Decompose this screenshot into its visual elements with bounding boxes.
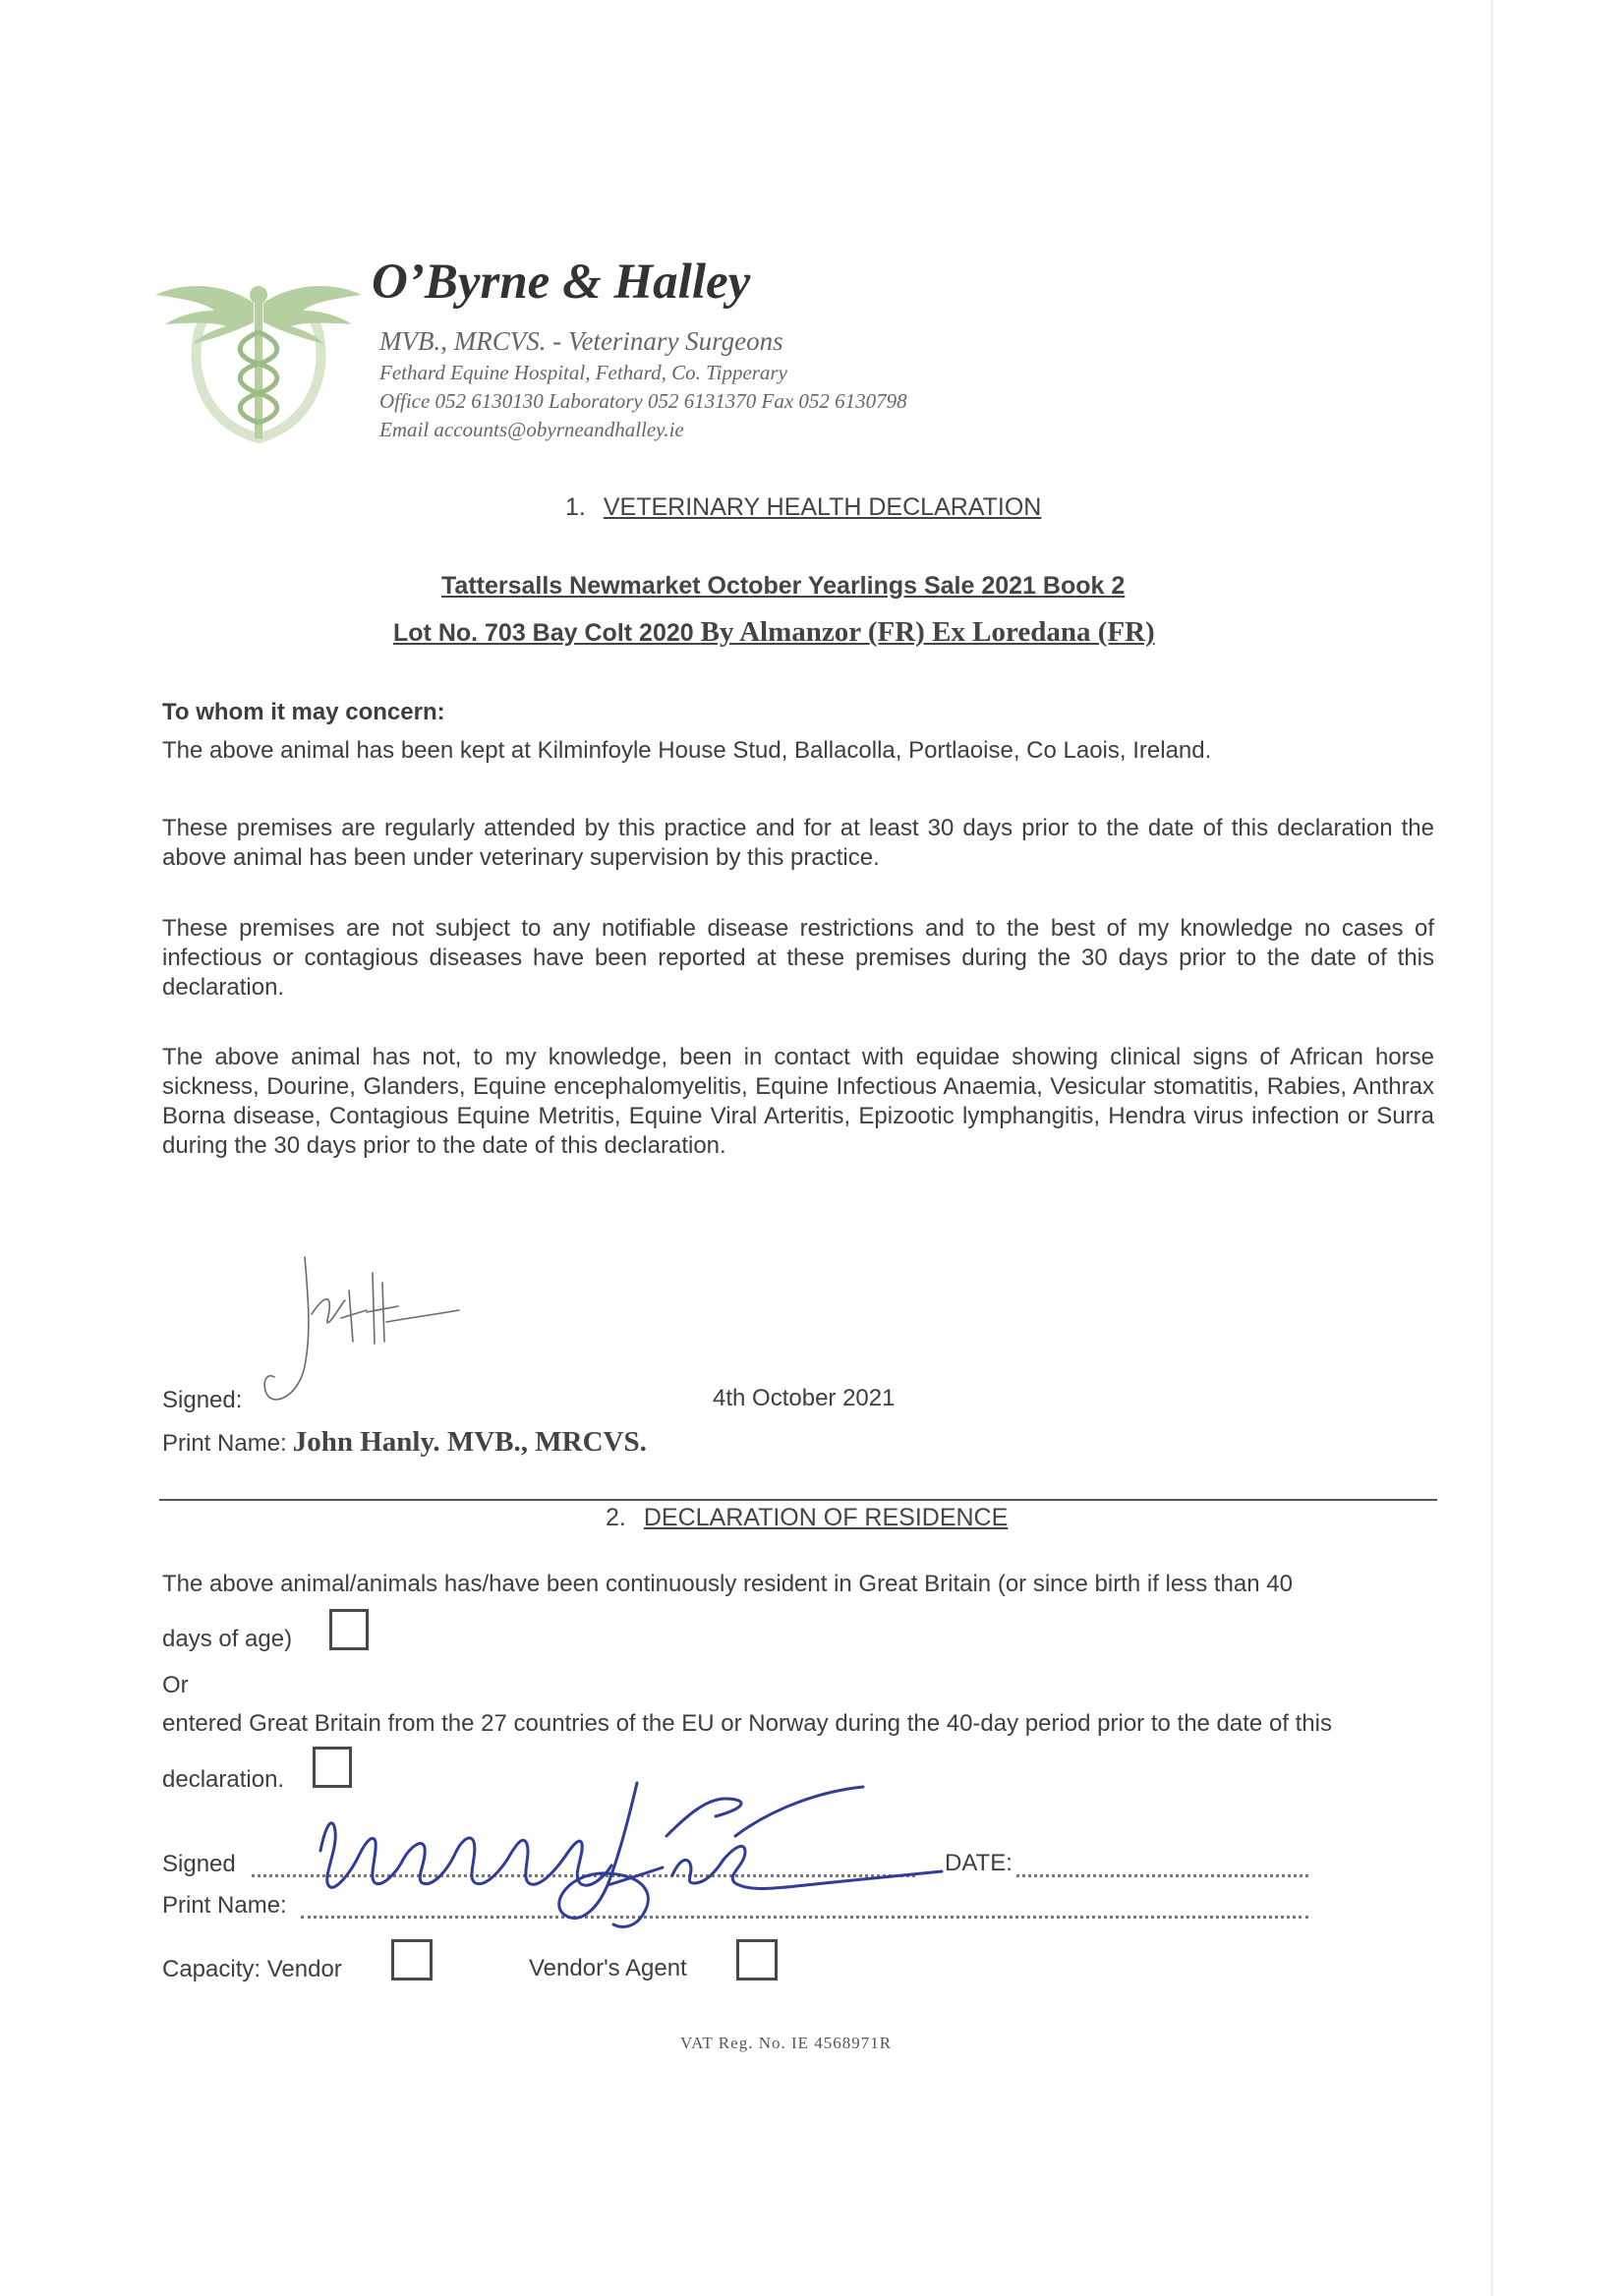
date-label-2: DATE: [945,1850,1013,1876]
capacity-vendor-label: Capacity: Vendor [162,1956,342,1982]
lot-pedigree: By Almanzor (FR) Ex Loredana (FR) [700,616,1155,648]
vat-registration: VAT Reg. No. IE 4568971R [680,2034,893,2052]
lot-line [393,616,1155,649]
firm-phones: Office 052 6130130 Laboratory 052 6131370 Fax 052 6130798 [379,389,907,413]
section-divider [159,1499,1437,1501]
caduceus-horseshoe-logo [155,273,362,445]
sale-line: Tattersalls Newmarket October Yearlings Sale 2021 Book 2 [441,572,1126,600]
paragraph-contact: The above animal has not, to my knowledge, been in contact with equidae showing clinical signs of African horse sickness, Dourine, Glanders, Equine encephalomyelitis, Equine Infectious Anaemia, Vesicular stomatitis, Rabies, Anthrax Borna disease, Contagious Equine Metritis, Equine Viral Arteritis, Epizootic lymphangitis, Hendra virus infection or Surra during the 30 days prior to the date of this declaration. [162,1044,1434,1159]
section1-number: 1. [565,493,586,521]
print-name-value-1: John Hanly. MVB., MRCVS. [292,1426,647,1458]
signed-label-2: Signed [162,1851,236,1877]
print-name-label-1: Print Name: [162,1430,287,1457]
or-label: Or [162,1672,189,1698]
entered-line-2: declaration. [162,1766,285,1793]
vendors-agent-label: Vendor's Agent [529,1955,687,1981]
vendor-signature [313,1777,952,1944]
vet-signature [251,1253,462,1410]
paragraph-kept-at: The above animal has been kept at Kilminfoyle House Stud, Ballacolla, Portlaoise, Co Laois, Ireland. [162,737,1212,764]
firm-subtitle: MVB., MRCVS. - Veterinary Surgeons [379,326,783,356]
print-name-label-2: Print Name: [162,1892,287,1919]
entered-line-1: entered Great Britain from the 27 countries of the EU or Norway during the 40-day period prior to the date of this [162,1710,1332,1737]
section1-title: VETERINARY HEALTH DECLARATION [603,493,1042,521]
firm-email: Email accounts@obyrneandhalley.ie [379,418,684,441]
paragraph-restrictions: These premises are not subject to any notifiable disease restrictions and to the best of my knowledge no cases of infectious or contagious diseases have been reported at these premises during the 30 days prior to the date of this declaration. [162,915,1434,1001]
resident-line-2: days of age) [162,1626,293,1652]
paragraph-supervision: These premises are regularly attended by this practice and for at least 30 days prior to the date of this declaration the above animal has been under veterinary supervision by this practice. [162,815,1434,871]
section2-heading [606,1504,1008,1532]
lot-prefix: Lot No. 703 Bay Colt 2020 [393,619,694,647]
vendors-agent-checkbox[interactable] [736,1939,778,1980]
firm-name: O’Byrne & Halley [372,255,751,310]
section2-number: 2. [606,1504,626,1531]
declaration-date: 4th October 2021 [713,1385,896,1411]
page-edge-line [1491,0,1493,2296]
date-dotted-line[interactable] [1016,1874,1308,1877]
firm-address: Fethard Equine Hospital, Fethard, Co. Tipperary [379,361,787,384]
section1-heading [565,493,1041,522]
signed-label-1: Signed: [162,1387,243,1413]
resident-checkbox[interactable] [329,1609,369,1650]
section2-title: DECLARATION OF RESIDENCE [643,1504,1009,1531]
resident-line-1: The above animal/animals has/have been continuously resident in Great Britain (or since birth if less than 40 [162,1571,1293,1597]
print-name-row-1 [162,1427,647,1459]
salutation: To whom it may concern: [162,699,445,725]
vendor-checkbox[interactable] [391,1939,433,1980]
